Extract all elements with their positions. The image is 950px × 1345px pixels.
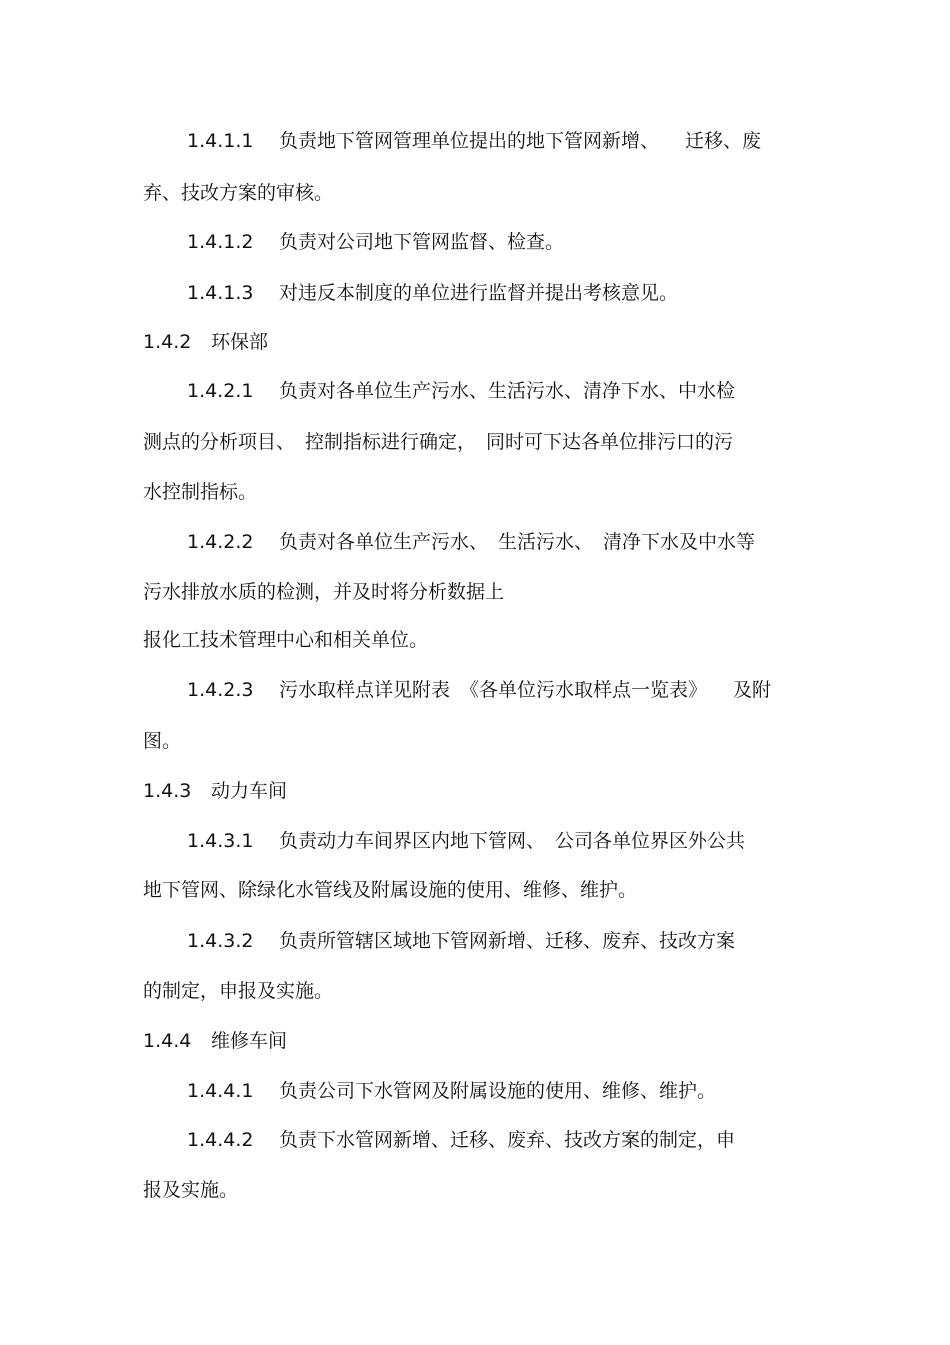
section-number: 1.4.2 xyxy=(143,331,192,353)
clause-number: 1.4.4.1 xyxy=(187,1080,254,1102)
clause-text: 对违反本制度的单位进行监督并提出考核意见。 xyxy=(279,282,679,304)
section-heading-1-4-4 xyxy=(143,1029,813,1053)
paragraph-continuation: 报及实施。 xyxy=(143,1179,239,1201)
clause-number: 1.4.1.2 xyxy=(187,231,254,253)
clause-text: 清净下水及中水等 xyxy=(603,531,756,553)
paragraph-continuation: 报化工技术管理中心和相关单位。 xyxy=(143,629,429,651)
clause-number: 1.4.2.2 xyxy=(187,531,254,553)
clause-text: 负责动力车间界区内地下管网、 xyxy=(279,830,546,852)
clause-text: 负责所管辖区域地下管网新增、迁移、废弃、技改方案 xyxy=(279,930,736,952)
clause-text: 污水取样点详见附表 xyxy=(279,679,451,701)
paragraph-1-4-1-1 xyxy=(187,129,813,153)
clause-number: 1.4.2.3 xyxy=(187,679,254,701)
clause-text: 公司各单位界区外公共 xyxy=(555,830,746,852)
clause-text: 负责对各单位生产污水、生活污水、清净下水、中水检 xyxy=(279,380,736,402)
paragraph-continuation: 测点的分析项目、 控制指标进行确定， 同时可下达各单位排污口的污 xyxy=(143,431,734,453)
clause-text: 负责对各单位生产污水、 xyxy=(279,531,489,553)
paragraph-1-4-4-2 xyxy=(187,1128,813,1152)
paragraph-continuation: 图。 xyxy=(143,730,182,752)
paragraph-1-4-2-3 xyxy=(187,678,813,702)
clause-text: 生活污水、 xyxy=(498,531,594,553)
clause-text: 负责对公司地下管网监督、检查。 xyxy=(279,231,565,253)
clause-text: 《各单位污水取样点一览表》 xyxy=(460,679,708,701)
paragraph-1-4-4-1 xyxy=(187,1079,813,1103)
clause-number: 1.4.2.1 xyxy=(187,380,254,402)
clause-text: 负责下水管网新增、迁移、废弃、技改方案的制定，申 xyxy=(279,1129,736,1151)
clause-text: 负责地下管网管理单位提出的地下管网新增、 xyxy=(279,130,660,152)
section-title: 动力车间 xyxy=(211,780,288,802)
paragraph-continuation: 的制定，申报及实施。 xyxy=(143,980,334,1002)
paragraph-continuation: 地下管网、除绿化水管线及附属设施的使用、维修、维护。 xyxy=(143,879,638,901)
section-number: 1.4.4 xyxy=(143,1030,192,1052)
clause-number: 1.4.1.1 xyxy=(187,130,254,152)
section-heading-1-4-3 xyxy=(143,779,813,803)
clause-text: 迁移、废 xyxy=(685,130,762,152)
clause-number: 1.4.1.3 xyxy=(187,282,254,304)
paragraph-1-4-1-3 xyxy=(187,281,813,305)
paragraph-1-4-1-2 xyxy=(187,230,813,254)
paragraph-1-4-2-2 xyxy=(187,530,813,554)
paragraph-continuation: 水控制指标。 xyxy=(143,481,258,503)
section-number: 1.4.3 xyxy=(143,780,192,802)
clause-text: 及附 xyxy=(733,679,772,701)
paragraph-1-4-2-1 xyxy=(187,379,813,403)
section-title: 环保部 xyxy=(211,331,269,353)
section-heading-1-4-2 xyxy=(143,330,813,354)
clause-number: 1.4.4.2 xyxy=(187,1129,254,1151)
paragraph-continuation: 弃、技改方案的审核。 xyxy=(143,182,334,204)
paragraph-continuation: 污水排放水质的检测，并及时将分析数据上 xyxy=(143,581,505,603)
paragraph-1-4-3-2 xyxy=(187,929,813,953)
clause-text: 负责公司下水管网及附属设施的使用、维修、维护。 xyxy=(279,1080,717,1102)
paragraph-1-4-3-1 xyxy=(187,829,813,853)
clause-number: 1.4.3.2 xyxy=(187,930,254,952)
section-title: 维修车间 xyxy=(211,1030,288,1052)
clause-number: 1.4.3.1 xyxy=(187,830,254,852)
